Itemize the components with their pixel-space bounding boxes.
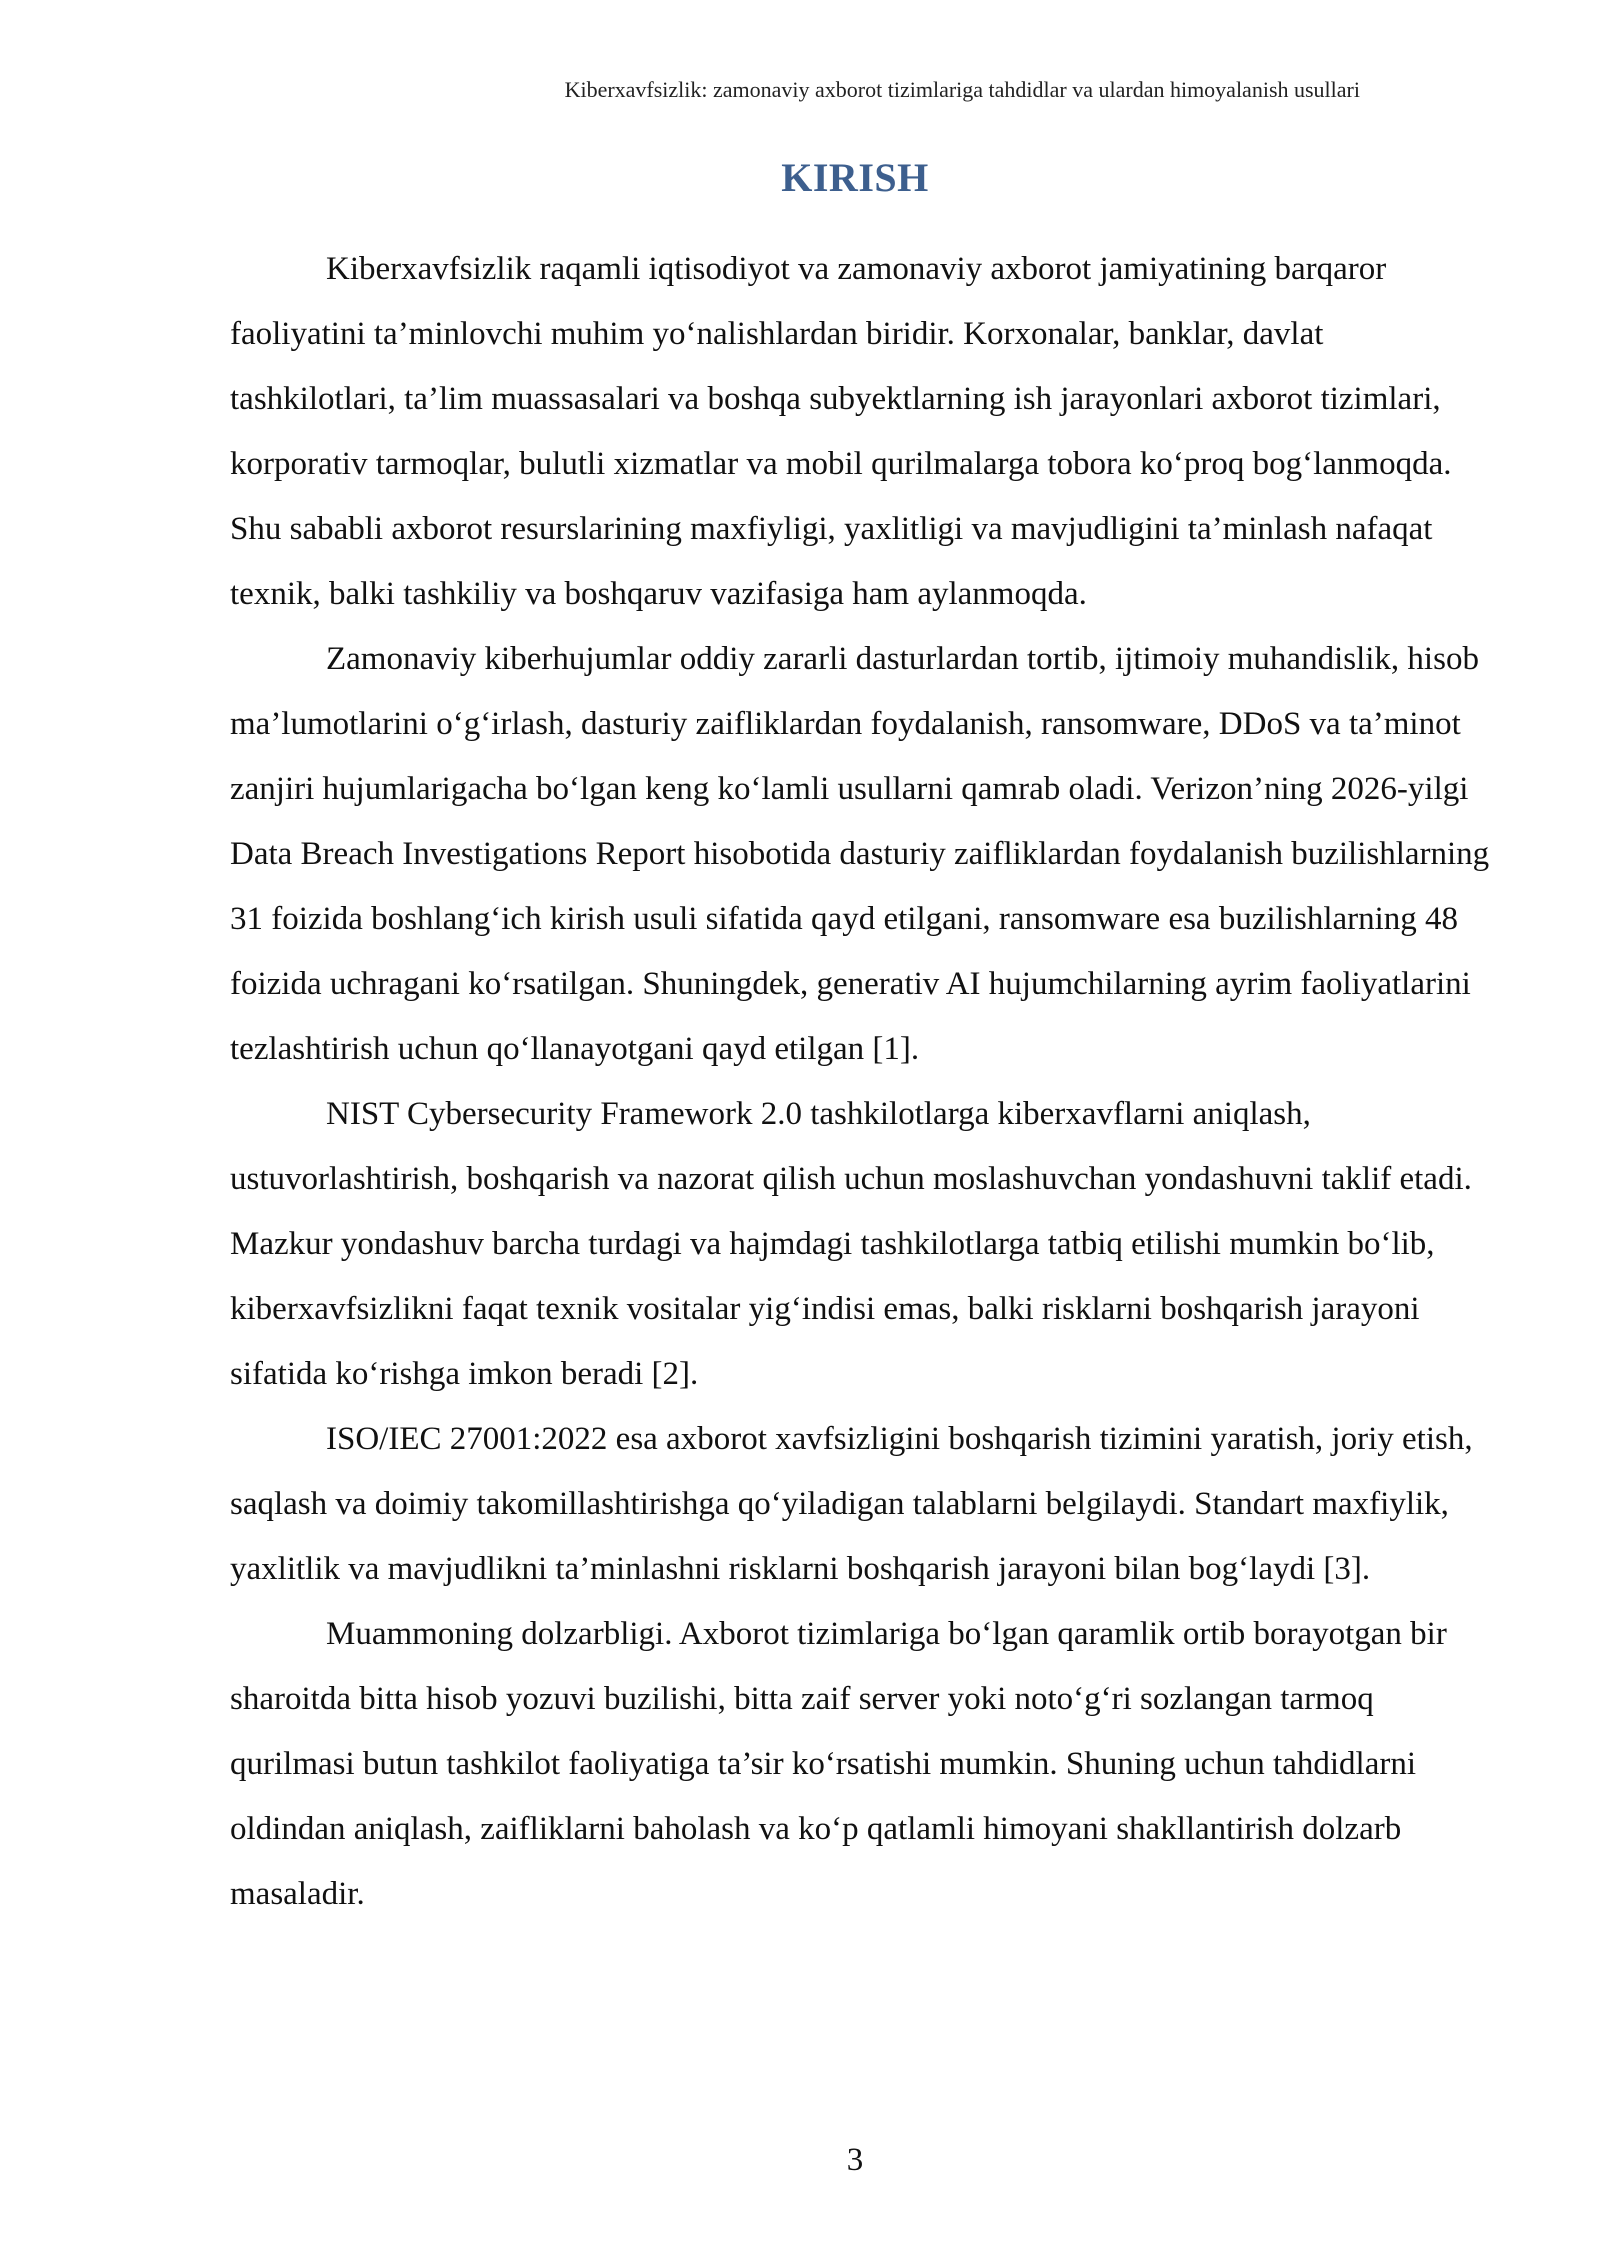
paragraph-2: Zamonaviy kiberhujumlar oddiy zararli dasturlardan tortib, ijtimoiy muhandislik, hisob ma’lumotlarini o‘g‘irlash, dasturiy zaifliklardan foydalanish, ransomware, DDoS va ta’minot zanjiri hujumlarigacha bo‘lgan keng ko‘lamli usullarni qamrab oladi. Verizon’ning 2026-yilgi Data Breach Investigations Report hisobotida dasturiy zaifliklardan foydalanish buzilishlarning 31 foizida boshlang‘ich kirish usuli sifatida qayd etilgani, ransomware esa buzilishlarning 48 foizida uchragani ko‘rsatilgan. Shuningdek, generativ AI hujumchilarning ayrim faoliyatlarini tezlashtirish uchun qo‘llanayotgani qayd etilgan [1]. (230, 641, 1490, 1067)
paragraph-3: NIST Cybersecurity Framework 2.0 tashkilotlarga kiberxavflarni aniqlash, ustuvorlashtirish, boshqarish va nazorat qilish uchun moslashuvchan yondashuvni taklif etadi. Mazkur yondashuv barcha turdagi va hajmdagi tashkilotlarga tatbiq etilishi mumkin bo‘lib, kiberxavfsizlikni faqat texnik vositalar yig‘indisi emas, balki risklarni boshqarish jarayoni sifatida ko‘rishga imkon beradi [2]. (230, 1096, 1472, 1392)
paragraph-1: Kiberxavfsizlik raqamli iqtisodiyot va zamonaviy axborot jamiyatining barqaror faoliyatini ta’minlovchi muhim yo‘nalishlardan biridir. Korxonalar, banklar, davlat tashkilotlari, ta’lim muassasalari va boshqa subyektlarning ish jarayonlari axborot tizimlari, korporativ tarmoqlar, bulutli xizmatlar va mobil qurilmalarga tobora ko‘proq bog‘lanmoqda. Shu sababli axborot resurslarining maxfiyligi, yaxlitligi va mavjudligini ta’minlash nafaqat texnik, balki tashkiliy va boshqaruv vazifasiga ham aylanmoqda. (230, 251, 1452, 612)
body-text (230, 237, 1495, 1927)
chapter-title: KIRISH (781, 155, 929, 200)
paragraph-4: ISO/IEC 27001:2022 esa axborot xavfsizligini boshqarish tizimini yaratish, joriy etish, saqlash va doimiy takomillashtirishga qo‘yiladigan talablarni belgilaydi. Standart maxfiylik, yaxlitlik va mavjudlikni ta’minlashni risklarni boshqarish jarayoni bilan bog‘laydi [3]. (230, 1421, 1473, 1587)
paragraph-5: Muammoning dolzarbligi. Axborot tizimlariga bo‘lgan qaramlik ortib borayotgan bir sharoitda bitta hisob yozuvi buzilishi, bitta zaif server yoki noto‘g‘ri sozlangan tarmoq qurilmasi butun tashkilot faoliyatiga ta’sir ko‘rsatishi mumkin. Shuning uchun tahdidlarni oldindan aniqlash, zaifliklarni baholash va ko‘p qatlamli himoyani shakllantirish dolzarb masaladir. (230, 1616, 1447, 1912)
running-header: Kiberxavfsizlik: zamonaviy axborot tizimlariga tahdidlar va ulardan himoyalanish usullari (564, 77, 1360, 102)
page-number: 3 (846, 2142, 864, 2178)
